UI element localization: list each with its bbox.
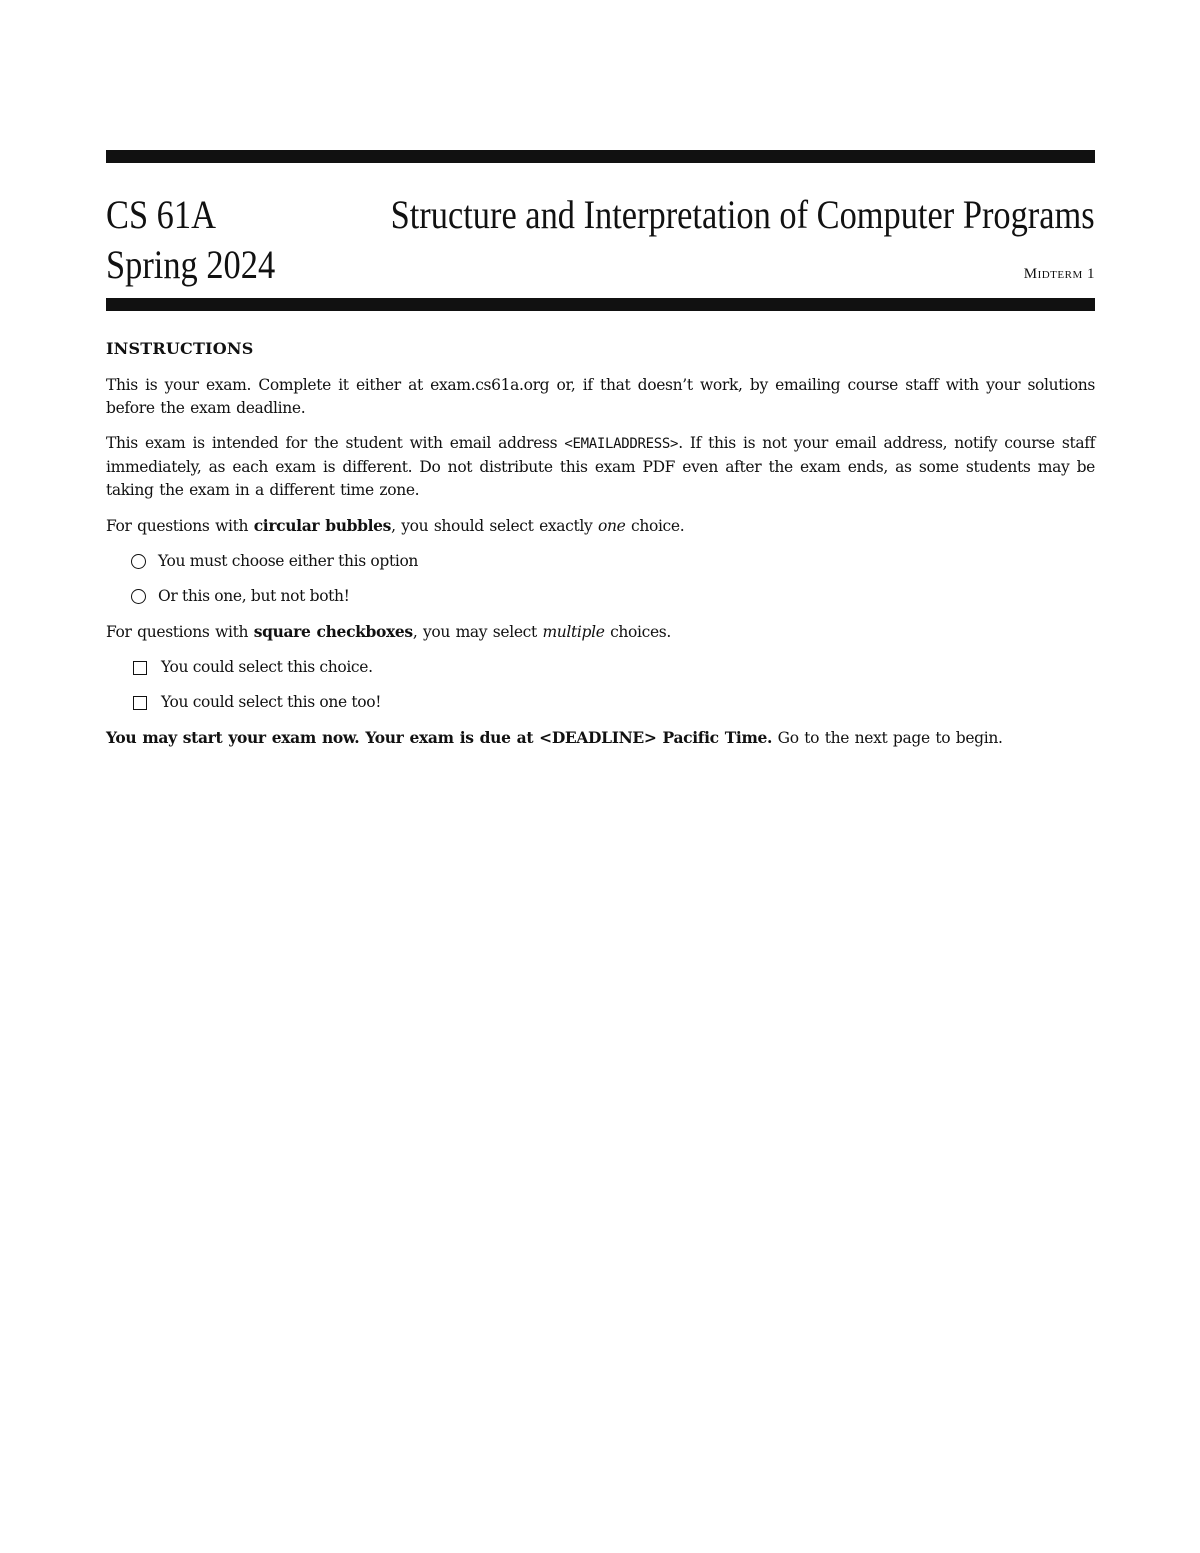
instructions-paragraph-2 [106,432,1095,502]
start-instructions [106,726,1095,750]
exam-cover-page [106,150,1095,762]
checkbox-intro-bold: square checkboxes [253,622,413,641]
p2-text-before: This exam is intended for the student with email address [106,434,565,452]
bubbles-intro-text: For questions with [106,517,254,535]
bubble-option[interactable] [131,550,1095,573]
instructions-paragraph-1: This is your exam. Complete it either at exam.cs61a.org or, if that doesn’t work, by emailing course staff with your solutions before the exam deadline. [106,376,1095,417]
checkbox-option-label: You could select this one too! [161,693,382,711]
checkbox-intro-text: For questions with [106,623,254,641]
bubbles-intro-italic: one [597,517,626,535]
bottom-rule [106,298,1095,311]
checkbox-intro-italic: multiple [542,623,605,641]
instructions-heading: INSTRUCTIONS [106,339,254,358]
checkbox-option-label: You could select this choice. [161,658,373,676]
course-term: Spring 2024 [106,242,276,287]
email-placeholder: <EMAILADDRESS> [564,436,679,452]
p2-text-after: . If this is not your email address, notify course staff immediately, as each exam is different. Do not distribute this exam PDF even after the exam ends, as some students may be taking the exam in a different time zone. [106,434,1095,499]
checkbox-icon[interactable] [133,696,147,710]
instructions-section [106,337,1095,750]
exam-header [106,163,1095,298]
radio-bubble-icon[interactable] [131,589,146,604]
checkbox-option[interactable] [131,691,1095,714]
checkbox-intro [106,620,1095,644]
checkbox-icon[interactable] [133,661,147,675]
bubbles-intro-text-3: choice. [625,517,685,535]
course-code: CS 61A [106,192,216,237]
start-instructions-bold: You may start your exam now. Your exam is due at <DEADLINE> Pacific Time. [106,728,773,747]
top-rule [106,150,1095,163]
checkbox-intro-text-2: , you may select [412,623,543,641]
start-instructions-rest: Go to the next page to begin. [772,729,1003,747]
course-title: Structure and Interpretation of Computer Programs [390,192,1095,237]
bubble-option[interactable] [131,585,1095,608]
radio-bubble-icon[interactable] [131,554,146,569]
bubble-option-label: You must choose either this option [158,552,419,570]
bubbles-intro-bold: circular bubbles [253,516,392,535]
bubbles-intro-text-2: , you should select exactly [391,517,598,535]
checkbox-intro-text-3: choices. [604,623,671,641]
checkbox-option[interactable] [131,656,1095,679]
exam-name: Midterm 1 [1023,266,1095,282]
bubble-option-label: Or this one, but not both! [158,587,350,605]
bubbles-intro [106,514,1095,538]
